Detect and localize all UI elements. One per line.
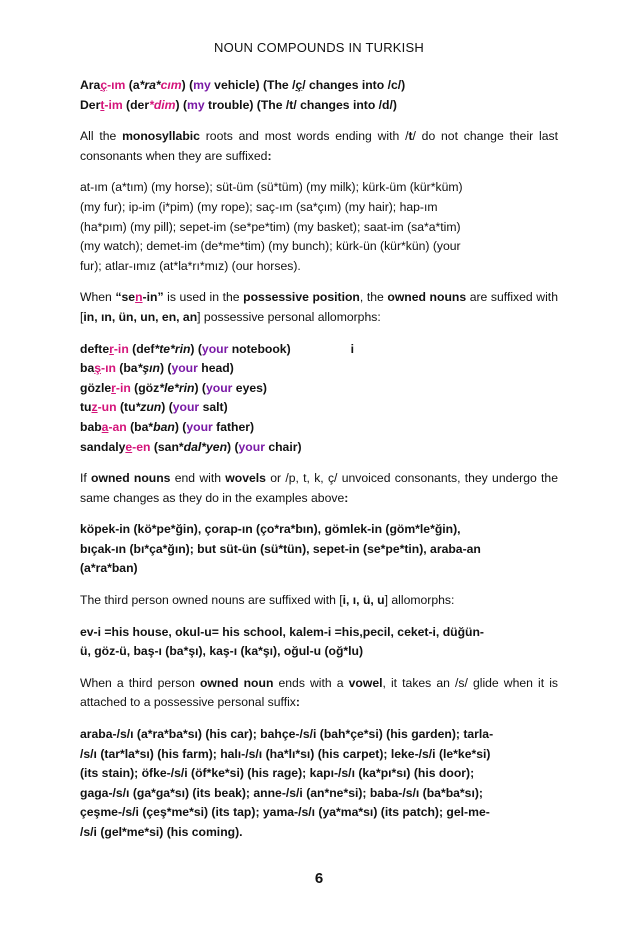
examples-line: at-ım (a*tım) (my horse); süt-üm (sü*tüm) (my milk); kürk-üm (kür*küm) <box>80 180 463 195</box>
sen-paragraph: When “sen-in” is used in the possessive position, the owned nouns are suffixed with [in, ın, ün, un, en, an] possessive personal allomorphs: <box>80 290 558 324</box>
kopek-line: köpek-in (kö*pe*ğin), çorap-ın (ço*ra*bın), gömlek-in (göm*le*ğin), <box>80 522 461 537</box>
examples-line: (my fur); ip-im (i*pim) (my rope); saç-ım (sa*çım) (my hair); hap-ım <box>80 199 438 214</box>
araba-examples <box>80 725 558 843</box>
intro-examples <box>80 76 558 115</box>
your-list-item: baba-an (ba*ban) (your father) <box>80 419 255 434</box>
third-person-paragraph: The third person owned nouns are suffixed with [i, ı, ü, u] allomorphs: <box>80 593 455 608</box>
araba-line: gaga-/s/ı (ga*ga*sı) (its beak); anne-/s/i (an*ne*si); baba-/s/ı (ba*ba*sı); <box>80 785 483 800</box>
his-examples <box>80 623 558 662</box>
examples-line: fur); atlar-ımız (at*la*rı*mız) (our horses). <box>80 258 301 273</box>
intro-line-1: Araç-ım (a*ra*cım) (my vehicle) (The /ç/ changes into /c/) <box>80 78 406 92</box>
owned-nouns-paragraph: If owned nouns end with wovels or /p, t, k, ç/ unvoiced consonants, they undergo the same changes as they do in the examples above: <box>80 471 558 505</box>
kopek-line: (a*ra*ban) <box>80 561 138 576</box>
your-list-item: defter-in (def*te*rin) (your notebook) i <box>80 341 355 356</box>
araba-line: araba-/s/ı (a*ra*ba*sı) (his car); bahçe-/s/i (bah*çe*si) (his garden); tarla- <box>80 727 494 742</box>
your-list-item: baş-ın (ba*şın) (your head) <box>80 361 234 376</box>
araba-line: /s/i (gel*me*si) (his coming). <box>80 825 243 839</box>
your-list-item: sandalye-en (san*dal*yen) (your chair) <box>80 439 302 454</box>
glide-paragraph: When a third person owned noun ends with a vowel, it takes an /s/ glide when it is attached to a possessive personal suffix: <box>80 675 558 710</box>
examples-paragraph <box>80 178 558 276</box>
his-line: ev-i =his house, okul-u= his school, kalem-i =his,pecil, ceket-i, düğün- <box>80 624 484 639</box>
araba-line: /s/ı (tar*la*sı) (his farm); halı-/s/ı (ha*lı*sı) (his carpet); leke-/s/i (le*ke*si) <box>80 746 491 761</box>
examples-line: (ha*pım) (my pill); sepet-im (se*pe*tim) (my basket); saat-im (sa*a*tim) <box>80 219 461 234</box>
your-list-item: tuz-un (tu*zun) (your salt) <box>80 400 228 415</box>
his-line: ü, göz-ü, baş-ı (ba*şı), kaş-ı (ka*şı), oğul-u (oğ*lu) <box>80 644 364 659</box>
intro-line-2: Dert-im (der*dim) (my trouble) (The /t/ changes into /d/) <box>80 97 397 112</box>
page-header: NOUN COMPOUNDS IN TURKISH <box>214 40 424 55</box>
kopek-line: bıçak-ın (bı*ça*ğın); but süt-ün (sü*tün), sepet-in (se*pe*tin), araba-an <box>80 541 481 556</box>
page-number: 6 <box>314 870 324 887</box>
page-content <box>80 76 558 855</box>
kopek-examples <box>80 520 558 579</box>
araba-line: (its stain); öfke-/s/i (öf*ke*si) (his rage); kapı-/s/ı (ka*pı*sı) (his door); <box>80 766 475 781</box>
araba-line: çeşme-/s/i (çeş*me*si) (its tap); yama-/s/ı (ya*ma*sı) (its patch); gel-me- <box>80 805 490 820</box>
examples-line: (my watch); demet-im (de*me*tim) (my bunch); kürk-ün (kür*kün) (your <box>80 239 461 254</box>
your-list-item: gözler-in (göz*le*rin) (your eyes) <box>80 380 267 395</box>
stray-letter: i <box>350 341 355 356</box>
monosyllabic-paragraph: All the monosyllabic roots and most words ending with /t/ do not change their last consonants when they are suffixed: <box>80 129 558 163</box>
your-list <box>80 340 558 458</box>
